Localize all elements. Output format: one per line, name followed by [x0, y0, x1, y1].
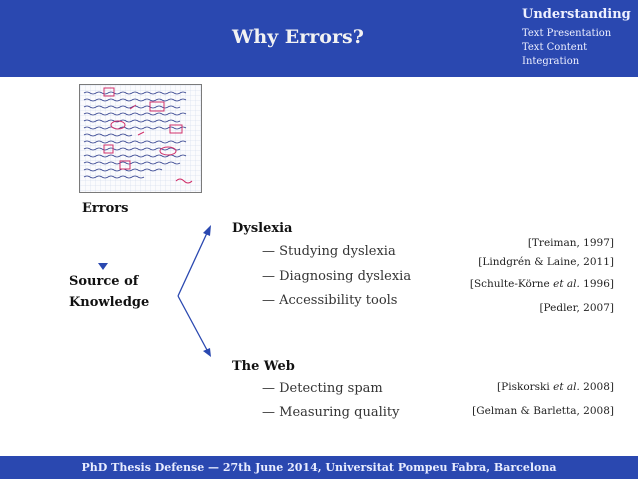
- slide-footer: PhD Thesis Defense — 27th June 2014, Universitat Pompeu Fabra, Barcelona: [0, 456, 638, 479]
- item-accessibility-tools: — Accessibility tools: [262, 293, 398, 308]
- arrow-to-web: [178, 296, 207, 350]
- nav-item-text-presentation[interactable]: Text Presentation: [522, 28, 612, 39]
- citation-treiman: [Treiman, 1997]: [527, 237, 614, 249]
- arrow-head-down-icon: [203, 348, 211, 357]
- citation-schulte-korne: [470, 278, 614, 290]
- item-detecting-spam: — Detecting spam: [262, 381, 383, 396]
- citation-pedler: [Pedler, 2007]: [539, 302, 614, 314]
- nav-item-integration[interactable]: Integration: [522, 56, 580, 67]
- citation-lindgren: [Lindgrén & Laine, 2011]: [478, 256, 614, 268]
- item-measuring-quality: — Measuring quality: [262, 405, 400, 420]
- citation-text: [Schulte-Körne: [469, 278, 554, 290]
- citation-etal: et al.: [553, 278, 580, 290]
- item-studying-dyslexia: — Studying dyslexia: [262, 244, 396, 259]
- slide-title: Why Errors?: [232, 26, 364, 48]
- citation-piskorski: [497, 381, 614, 393]
- source-of-knowledge-label-line2: Knowledge: [69, 295, 150, 310]
- section-title-dyslexia: Dyslexia: [232, 221, 293, 236]
- citation-text: 1996]: [579, 278, 614, 290]
- nav-heading[interactable]: Understanding: [522, 7, 631, 22]
- down-arrow-icon: [98, 263, 108, 270]
- section-title-web: The Web: [232, 359, 295, 374]
- citation-gelman: [Gelman & Barletta, 2008]: [472, 405, 614, 417]
- source-of-knowledge-label-line1: Source of: [69, 274, 139, 289]
- citation-text: 2008]: [579, 381, 614, 393]
- errors-label: Errors: [82, 201, 129, 216]
- citation-text: [Piskorski: [497, 381, 554, 393]
- arrow-head-up-icon: [203, 225, 211, 236]
- item-diagnosing-dyslexia: — Diagnosing dyslexia: [262, 269, 412, 284]
- nav-item-text-content[interactable]: Text Content: [522, 42, 588, 53]
- arrow-to-dyslexia: [178, 233, 207, 296]
- citation-etal: et al.: [553, 381, 580, 393]
